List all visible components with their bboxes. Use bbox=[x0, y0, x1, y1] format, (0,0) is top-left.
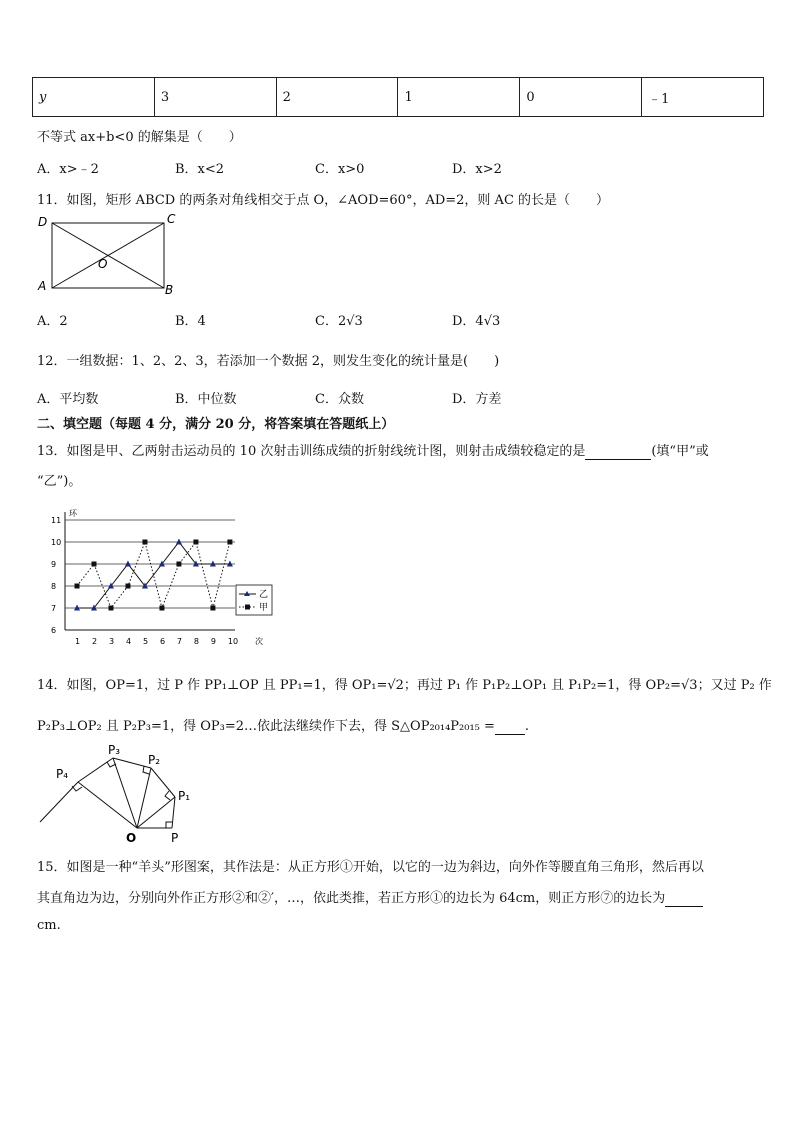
segment-op3 bbox=[113, 758, 137, 828]
table-row-label: y bbox=[33, 78, 155, 117]
y-tick-label: 9 bbox=[51, 560, 57, 569]
q13-line1 bbox=[37, 440, 709, 460]
y-tick-label: 11 bbox=[51, 516, 62, 525]
q11-option-d: D．4√3 bbox=[452, 314, 501, 329]
segment-op2 bbox=[137, 768, 151, 828]
data-point-甲 bbox=[227, 540, 232, 545]
data-point-甲 bbox=[193, 540, 198, 545]
x-tick-label: 8 bbox=[193, 637, 200, 646]
ray-extension bbox=[40, 782, 78, 822]
x-tick-label: 4 bbox=[125, 637, 132, 646]
label-p4: P₄ bbox=[56, 767, 69, 781]
label-c: C bbox=[167, 212, 176, 226]
data-point-甲 bbox=[142, 540, 147, 545]
label-p3: P₃ bbox=[108, 743, 121, 757]
x-tick-label: 7 bbox=[176, 637, 183, 646]
data-point-甲 bbox=[125, 584, 130, 589]
q10-option-a: A．x>﹣2 bbox=[37, 162, 99, 177]
rectangle-figure bbox=[34, 210, 184, 300]
q14-answer-blank bbox=[495, 719, 525, 735]
q12-text: 12．一组数据：1、2、2、3，若添加一个数据 2，则发生变化的统计量是( ) bbox=[37, 354, 500, 369]
label-b: B bbox=[165, 283, 174, 297]
data-point-甲 bbox=[176, 562, 181, 567]
x-tick-label: 9 bbox=[210, 637, 217, 646]
data-point-甲 bbox=[108, 606, 113, 611]
section-heading: 二、填空题（每题 4 分，满分 20 分，将答案填在答题纸上） bbox=[37, 417, 395, 432]
table-cell: 1 bbox=[398, 78, 520, 117]
q13-line2: “乙”)。 bbox=[37, 474, 82, 489]
segment-op4 bbox=[78, 782, 137, 828]
q10-option-d: D．x>2 bbox=[452, 162, 502, 177]
label-p: P bbox=[171, 831, 179, 845]
q12-option-c: C．众数 bbox=[315, 392, 364, 407]
spiral-figure bbox=[38, 742, 198, 847]
segment-p1p bbox=[172, 797, 175, 828]
q11-option-a: A．2 bbox=[37, 314, 68, 329]
q11-text: 11．如图，矩形 ABCD 的两条对角线相交于点 O，∠AOD=60°，AD=2，则 AC 的长是（ ） bbox=[37, 193, 610, 208]
data-point-乙 bbox=[125, 561, 131, 567]
data-point-甲 bbox=[91, 562, 96, 567]
table-cell: 2 bbox=[276, 78, 398, 117]
q15-line1: 15．如图是一种“羊头”形图案，其作法是：从正方形①开始，以它的一边为斜边，向外作等腰直角三角形，然后再以 bbox=[37, 860, 704, 875]
value-table bbox=[32, 77, 764, 117]
label-p1: P₁ bbox=[178, 789, 191, 803]
q10-option-b: B．x<2 bbox=[175, 162, 225, 177]
label-a: A bbox=[38, 279, 47, 293]
data-point-甲 bbox=[159, 606, 164, 611]
right-angle-mark bbox=[166, 822, 172, 828]
data-point-乙 bbox=[176, 539, 182, 545]
label-d: D bbox=[38, 215, 48, 229]
segment-p3p2 bbox=[113, 758, 151, 768]
q15-line2 bbox=[37, 887, 703, 907]
y-tick-label: 6 bbox=[51, 626, 57, 635]
legend-label-甲: 甲 bbox=[259, 603, 269, 613]
legend-marker-甲 bbox=[245, 605, 250, 610]
x-tick-label: 3 bbox=[108, 637, 115, 646]
segment-p4p3 bbox=[78, 758, 113, 782]
q13-answer-blank bbox=[585, 444, 651, 460]
x-tick-label: 10 bbox=[227, 637, 239, 646]
y-tick-label: 7 bbox=[51, 604, 57, 613]
x-tick-label: 5 bbox=[142, 637, 149, 646]
q14-line2 bbox=[37, 715, 529, 735]
q15-line3: cm. bbox=[37, 918, 61, 933]
q13-text: 13．如图是甲、乙两射击运动员的 10 次射击训练成绩的折射线统计图，则射击成绩较稳定的是 bbox=[37, 444, 586, 459]
y-axis-label: 环 bbox=[69, 509, 77, 518]
x-tick-label: 6 bbox=[159, 637, 166, 646]
q10-text: 不等式 ax+b<0 的解集是（ ） bbox=[37, 130, 242, 145]
data-point-甲 bbox=[75, 584, 80, 589]
y-tick-label: 8 bbox=[51, 582, 57, 591]
q11-option-b: B．4 bbox=[175, 314, 206, 329]
segment-p2p1 bbox=[151, 768, 175, 797]
x-axis-label: 次 bbox=[255, 637, 263, 646]
shooting-score-chart bbox=[40, 505, 275, 650]
table-cell: 3 bbox=[154, 78, 276, 117]
q14-line1: 14．如图，OP=1，过 P 作 PP₁⊥OP 且 PP₁=1，得 OP₁=√2；再过 P₁ 作 P₁P₂⊥OP₁ 且 P₁P₂=1，得 OP₂=√3；又过 P₂ 作 bbox=[37, 678, 772, 693]
label-p2: P₂ bbox=[148, 753, 161, 767]
q15-text: 其直角边为边，分别向外作正方形②和②′，…，依此类推，若正方形①的边长为 64cm，则正方形⑦的边长为 bbox=[37, 891, 666, 906]
table-cell: 0 bbox=[520, 78, 642, 117]
q13-text-end: (填“甲”或 bbox=[651, 444, 709, 459]
label-o: O bbox=[126, 831, 137, 845]
x-tick-label: 1 bbox=[75, 637, 81, 646]
x-tick-label: 2 bbox=[91, 637, 98, 646]
y-tick-label: 10 bbox=[51, 538, 62, 547]
q15-answer-blank bbox=[665, 891, 703, 907]
series-line-乙 bbox=[77, 542, 230, 608]
q14-text: P₂P₃⊥OP₂ 且 P₂P₃=1，得 OP₃=2…依此法继续作下去，得 S△OP₂₀₁₄P₂₀₁₅ = bbox=[37, 719, 495, 734]
q12-option-b: B．中位数 bbox=[175, 392, 237, 407]
q10-option-c: C．x>0 bbox=[315, 162, 365, 177]
q12-option-d: D．方差 bbox=[452, 392, 502, 407]
legend-label-乙: 乙 bbox=[259, 590, 269, 600]
q11-option-c: C．2√3 bbox=[315, 314, 363, 329]
data-point-甲 bbox=[210, 606, 215, 611]
table-cell: ﹣1 bbox=[642, 78, 764, 117]
label-o: O bbox=[98, 257, 108, 271]
q12-option-a: A．平均数 bbox=[37, 392, 99, 407]
right-angle-mark bbox=[165, 791, 170, 800]
q14-text-end: . bbox=[524, 719, 530, 734]
